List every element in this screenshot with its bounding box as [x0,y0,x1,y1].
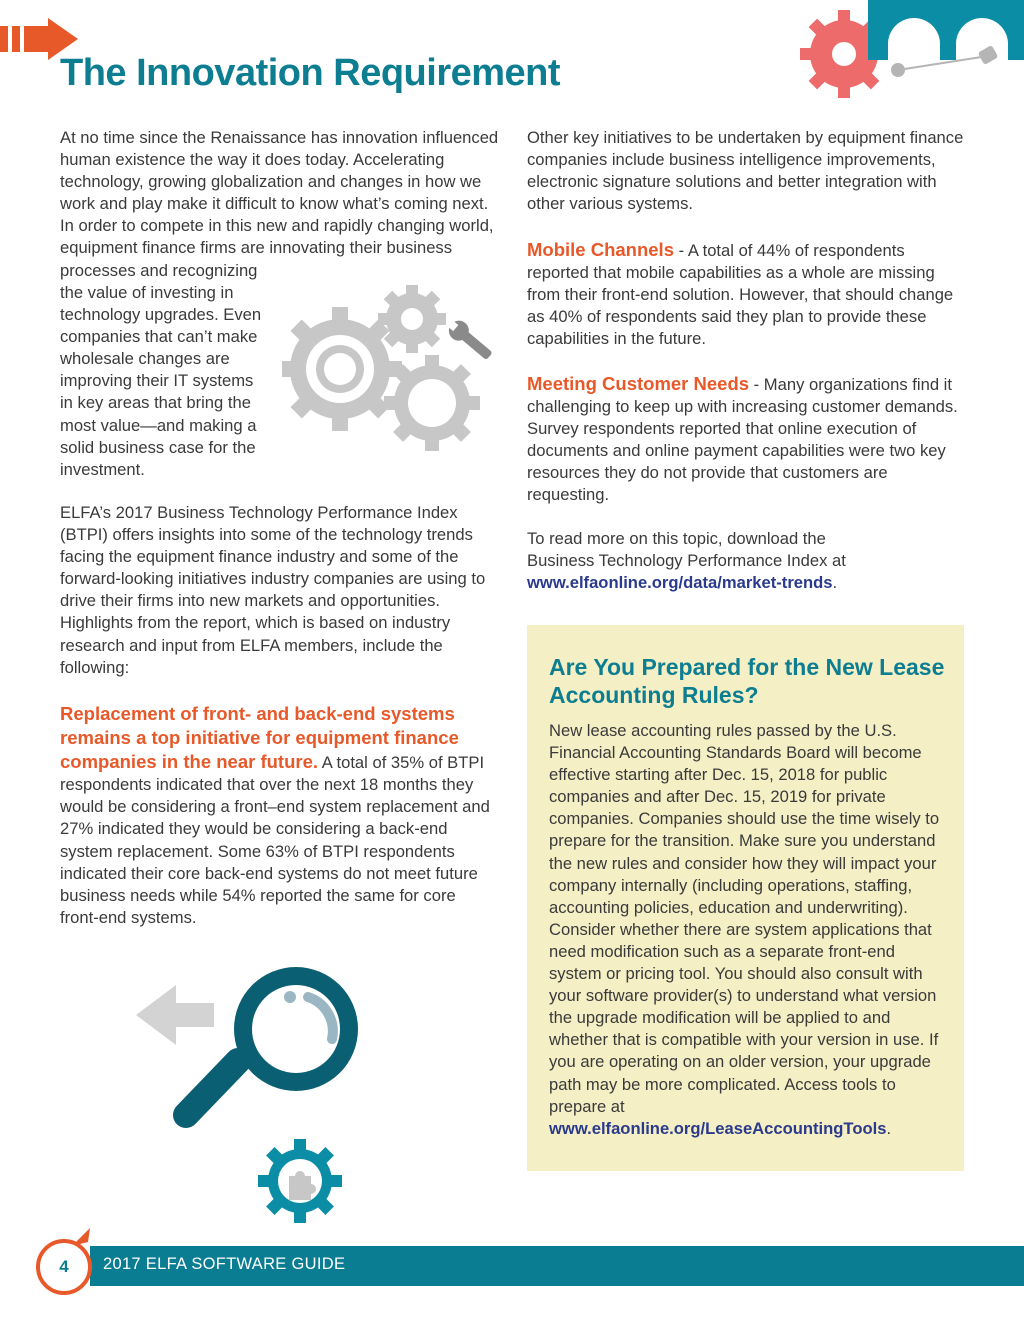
lease-tools-link[interactable]: www.elfaonline.org/LeaseAccountingTools [549,1118,887,1138]
read-more-end: . [832,573,838,593]
sidebar-text: New lease accounting rules passed by the U.S. Financial Accounting Standards Board will become effective starting after Dec. 15, 2018 for public companies and after Dec. 15, 2019 for private companies. Companies should use the time wisely to prepare for the transition. Make sure you understand the new rules and consider how they will impact your company internally (including operations, staffing, accounting policies, education and underwriting). Consider whether there are system applications that need modification such as a separate front-end system or pricing tool. You should also consult with your software provider(s) to understand what version the upgrade modification will be applied to and whether that is compatible with your version in use. If you are operating on an older version, your upgrade path may be more complicated. Access tools to prepare at [549,721,940,1116]
replacement-paragraph [60,702,492,929]
sidebar-end: . [886,1118,892,1138]
customer-heading: Meeting Customer Needs [527,373,750,394]
market-trends-link[interactable]: www.elfaonline.org/data/market-trends [527,573,833,593]
btpi-paragraph: ELFA’s 2017 Business Technology Performance Index (BTPI) offers insights into some of the technology trends facing the equipment finance industry and some of the forward-looking initiatives industry companies are using to drive their firms into new markets and opportunities. Highlights from the report, which is based on industry research and input from ELFA members, include the following: [60,503,486,677]
mobile-body: - A total of 44% of respondents reported that mobile capabilities as a whole are missing from their front-end solution. However, that should change as 40% of respondents said they plan to provide these capabilities in the future. [527,241,954,349]
footer-guide-title: 2017 ELFA SOFTWARE GUIDE [103,1255,346,1273]
page-title: The Innovation Requirement [60,52,561,94]
page-number: 4 [36,1239,92,1295]
sidebar-body [549,720,949,1140]
key-initiatives-paragraph: Other key initiatives to be undertaken by equipment finance companies include business intelligence improvements, electronic signature solutions and better integration with other various systems. [527,128,964,214]
gears-wrench-icon [282,285,502,457]
magnifier-arrow-icon [130,955,380,1135]
read-more-paragraph [527,528,872,594]
customer-body: - Many organizations find it challenging to keep up with increasing customer demands. Survey respondents reported that online execution of documents and online payment capabilities were two key resources they do not provide that customers are requesting. [527,375,958,505]
sidebar-title: Are You Prepared for the New Lease Accounting Rules? [549,654,945,708]
intro-paragraph: At no time since the Renaissance has innovation influenced human existence the way it does today. Accelerating technology, growing globalization and changes in how we work and play make it difficult to know what’s coming next. In order to compete in this new and rapidly changing world, equipment finance firms are innovating their business processes and recognizing [60,128,499,280]
plug-arches-icon [868,0,1024,100]
teal-gear-icon [255,1136,345,1226]
intro-paragraph-wrap: the value of investing in technology upgrades. Even companies that can’t make wholesale changes are improving their IT systems in key areas that bring the most value—and making a solid business case for the investment. [60,283,262,479]
replacement-body: A total of 35% of BTPI respondents indicated that over the next 18 months they would be considering a front–end system replacement and 27% indicated they would be considering a back-end system replacement. Some 63% of BTPI respondents indicated their core back-end systems do not meet future business needs while 54% reported the same for core front-end systems. [60,753,490,927]
read-more-text: To read more on this topic, download the Business Technology Performance Index at [527,529,846,571]
mobile-paragraph [527,238,967,350]
mobile-heading: Mobile Channels [527,239,674,260]
replacement-heading: Replacement of front- and back-end systems remains a top initiative for equipment finance companies in the near future. [60,703,459,773]
customer-paragraph [527,372,967,507]
